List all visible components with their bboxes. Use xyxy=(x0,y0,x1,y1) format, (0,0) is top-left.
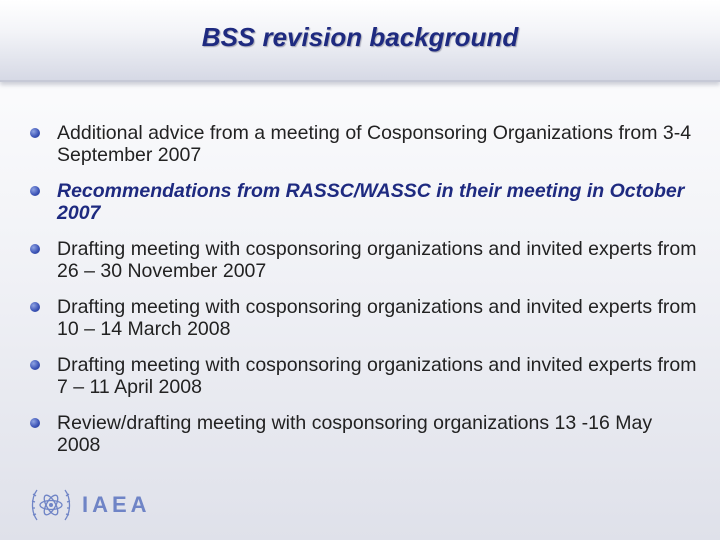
bullet-list xyxy=(30,122,700,470)
bullet-text: Drafting meeting with cosponsoring organizations and invited experts from 7 – 11 April 2008 xyxy=(57,354,697,398)
bullet-item xyxy=(30,122,700,166)
bullet-dot-icon xyxy=(30,128,40,138)
bullet-text: Drafting meeting with cosponsoring organizations and invited experts from 26 – 30 November 2007 xyxy=(57,238,697,282)
bullet-dot-icon xyxy=(30,418,40,428)
bullet-item xyxy=(30,412,700,456)
bullet-text: Review/drafting meeting with cosponsoring organizations 13 -16 May 2008 xyxy=(57,412,653,456)
slide-title: BSS revision background xyxy=(201,22,519,52)
bullet-item xyxy=(30,296,700,340)
bullet-dot-icon xyxy=(30,360,40,370)
bullet-dot-icon xyxy=(30,244,40,254)
bullet-dot-icon xyxy=(30,302,40,312)
bullet-text: Additional advice from a meeting of Cosponsoring Organizations from 3-4 September 2007 xyxy=(57,122,692,166)
bullet-dot-icon xyxy=(30,186,40,196)
bullet-item xyxy=(30,180,700,224)
iaea-emblem-icon xyxy=(28,482,74,528)
iaea-logo xyxy=(28,482,151,528)
logo-text: IAEA xyxy=(82,492,151,517)
bullet-text: Recommendations from RASSC/WASSC in their meeting in October 2007 xyxy=(57,180,685,224)
bullet-item xyxy=(30,354,700,398)
bullet-item xyxy=(30,238,700,282)
bullet-text: Drafting meeting with cosponsoring organizations and invited experts from 10 – 14 March 2008 xyxy=(57,296,697,340)
